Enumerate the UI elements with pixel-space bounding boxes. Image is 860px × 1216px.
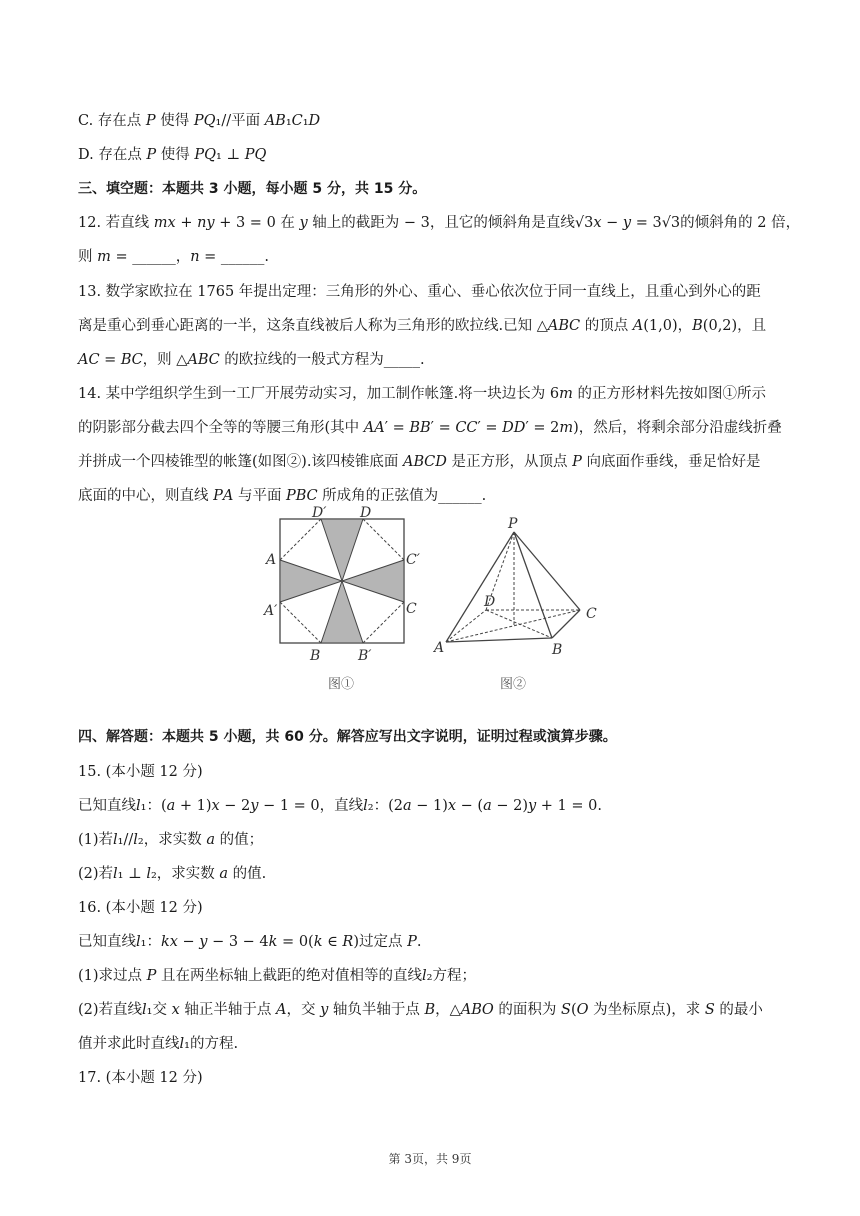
label-b-prime: B′ [358,648,372,664]
question-15-header: 15. (本小题 12 分) [78,764,203,780]
page-footer: 第 3页，共 9页 [388,1152,472,1166]
label-b-3d: B [552,642,563,658]
question-14-line-3: 并拼成一个四棱锥型的帐篷(如图②).该四棱锥底面 𝐴𝐵𝐶𝐷 是正方形，从顶点 𝑃 向底面作垂线，垂足恰好是 [78,454,761,470]
figure-2-pyramid [430,510,610,695]
question-16-part-1: (1)求过点 𝑃 且在两坐标轴上截距的绝对值相等的直线𝑙₂方程； [78,968,476,984]
label-c-3d: C [586,606,597,622]
question-16-stem: 已知直线𝑙₁：𝑘𝑥 − 𝑦 − 3 − 4𝑘 = 0(𝑘 ∈ 𝑅)过定点 𝑃. [78,934,422,950]
section-heading-fill-in: 三、填空题：本题共 3 小题，每小题 5 分，共 15 分。 [78,181,427,197]
question-15-stem: 已知直线𝑙₁：(𝑎 + 1)𝑥 − 2𝑦 − 1 = 0，直线𝑙₂：(2𝑎 − 1)𝑥 − (𝑎 − 2)𝑦 + 1 = 0. [78,798,602,814]
label-b: B [310,648,321,664]
label-a: A [266,552,277,568]
question-14-line-2: 的阴影部分截去四个全等的等腰三角形(其中 𝐴𝐴′ = 𝐵𝐵′ = 𝐶𝐶′ = 𝐷𝐷′ = 2𝑚)，然后，将剩余部分沿虚线折叠 [78,420,782,436]
question-13-line-2: 离是重心到垂心距离的一半，这条直线被后人称为三角形的欧拉线.已知 △𝐴𝐵𝐶 的顶点 𝐴(1,0)，𝐵(0,2)，且 [78,318,767,334]
label-a-3d: A [434,640,445,656]
figure-2-caption: 图② [500,677,527,692]
question-14-line-1: 14. 某中学组织学生到一工厂开展劳动实习，加工制作帐篷.将一块边长为 6𝑚 的正方形材料先按如图①所示 [78,386,766,402]
figure-1-caption: 图① [328,677,355,692]
figure-1-square [262,505,432,695]
question-15-part-1: (1)若𝑙₁//𝑙₂，求实数 𝑎 的值； [78,832,264,848]
question-14-line-4: 底面的中心，则直线 𝑃𝐴 与平面 𝑃𝐵𝐶 所成角的正弦值为______. [78,488,487,504]
label-c-prime: C′ [406,552,420,568]
label-c: C [406,601,417,617]
option-c: C. 存在点 𝑃 使得 𝑃𝑄₁//平面 𝐴𝐵₁𝐶₁𝐷 [78,113,321,129]
label-d-prime: D′ [312,505,327,521]
question-16-header: 16. (本小题 12 分) [78,900,203,916]
label-p: P [508,516,518,532]
question-12-line-1: 12. 若直线 𝑚𝑥 + 𝑛𝑦 + 3 = 0 在 𝑦 轴上的截距为 − 3，且它的倾斜角是直线√3𝑥 − 𝑦 = 3√3的倾斜角的 2 倍， [78,215,801,231]
question-13-line-1: 13. 数学家欧拉在 1765 年提出定理：三角形的外心、重心、垂心依次位于同一直线上，且重心到外心的距 [78,284,761,300]
question-13-line-3: 𝐴𝐶 = 𝐵𝐶，则 △𝐴𝐵𝐶 的欧拉线的一般式方程为_____. [78,352,425,368]
option-d: D. 存在点 𝑃 使得 𝑃𝑄₁ ⊥ 𝑃𝑄 [78,147,267,163]
question-15-part-2: (2)若𝑙₁ ⊥ 𝑙₂，求实数 𝑎 的值. [78,866,267,882]
question-12-line-2: 则 𝑚 = ______，𝑛 = ______. [78,249,270,265]
question-17-header: 17. (本小题 12 分) [78,1070,203,1086]
label-d: D [360,505,372,521]
label-a-prime: A′ [264,603,278,619]
section-heading-answers: 四、解答题：本题共 5 小题，共 60 分。解答应写出文字说明，证明过程或演算步骤。 [78,729,617,745]
label-d-3d: D [484,594,496,610]
question-16-part-2-line-2: 值并求此时直线𝑙₁的方程. [78,1036,239,1052]
question-16-part-2-line-1: (2)若直线𝑙₁交 𝑥 轴正半轴于点 𝐴，交 𝑦 轴负半轴于点 𝐵，△𝐴𝐵𝑂 的面积为 𝑆(𝑂 为坐标原点)，求 𝑆 的最小 [78,1002,763,1018]
